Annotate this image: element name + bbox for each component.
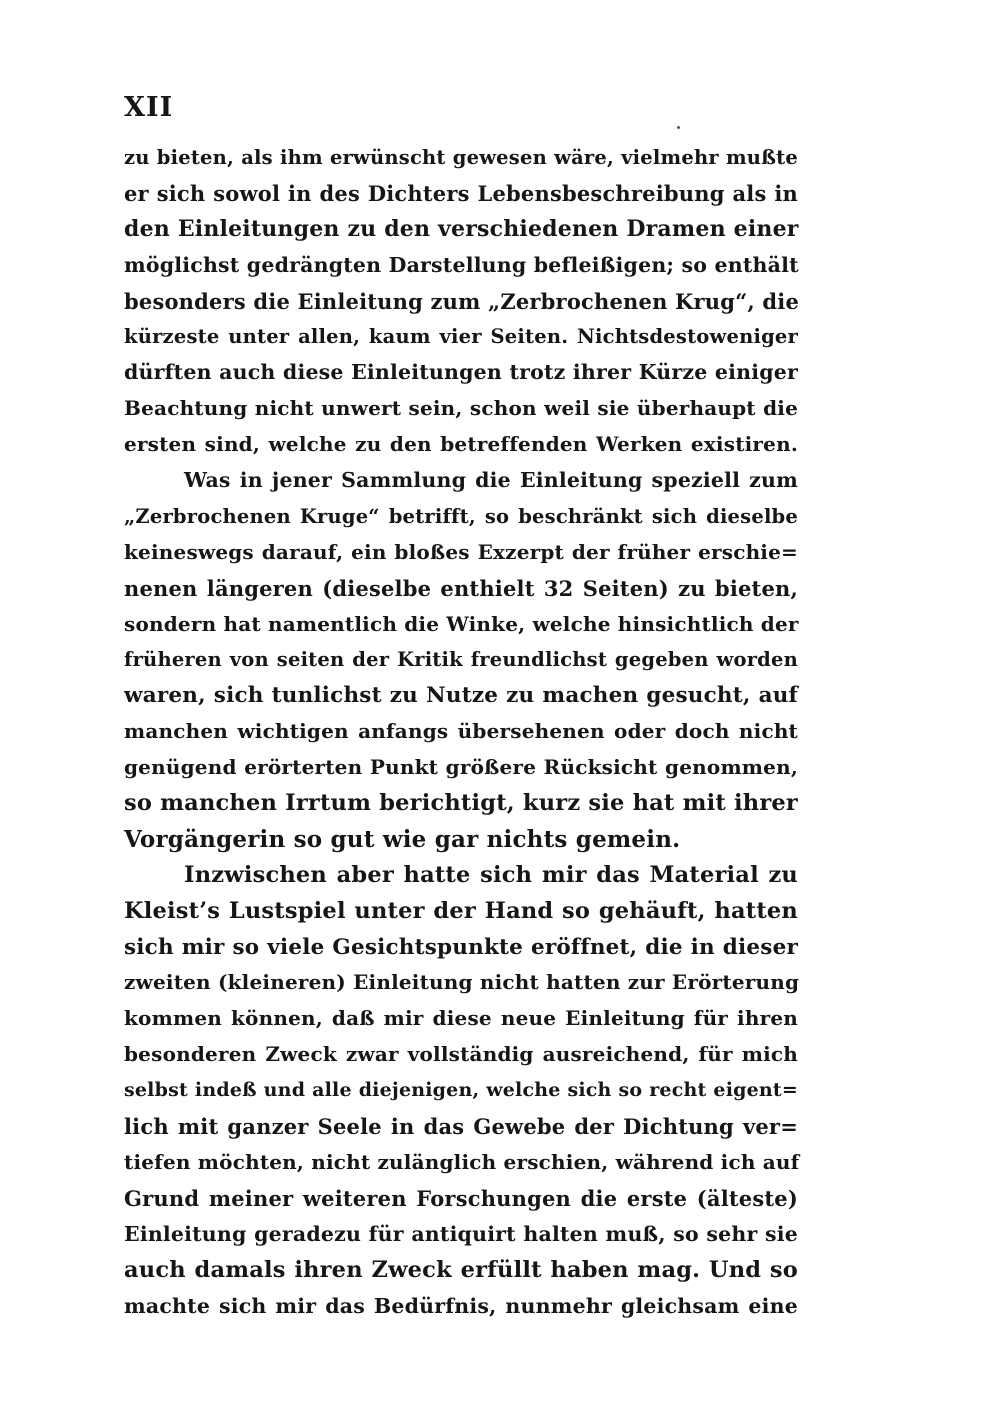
text-line: Was in jener Sammlung die Einleitung speziell zum (184, 468, 798, 493)
page-number: XII (124, 92, 174, 123)
body-text (124, 140, 798, 1324)
text-line: Kleist’s Lustspiel unter der Hand so gehäuft, hatten (124, 897, 798, 924)
text-line: sondern hat namentlich die Winke, welche hinsichtlich der (124, 611, 799, 636)
text-line: „Zerbrochenen Kruge“ betrifft, so beschränkt sich dieselbe (124, 504, 798, 528)
text-line: kürzeste unter allen, kaum vier Seiten. Nichtsdestoweniger (124, 325, 798, 349)
text-line: manchen wichtigen anfangs übersehenen oder doch nicht (124, 719, 798, 744)
print-speck (677, 126, 680, 129)
text-line: Beachtung nicht unwert sein, schon weil sie überhaupt die (124, 396, 798, 421)
text-line: genügend erörterten Punkt größere Rücksicht genommen, (124, 755, 798, 780)
text-line: tiefen möchten, nicht zulänglich erschien, während ich auf (124, 1149, 800, 1174)
text-line: machte sich mir das Bedürfnis, nunmehr gleichsam eine (124, 1293, 798, 1318)
text-line: besonders die Einleitung zum „Zerbrochenen Krug“, die (124, 288, 800, 314)
text-line: dürften auch diese Einleitungen trotz ihrer Kürze einiger (124, 360, 798, 385)
text-line: er sich sowol in des Dichters Lebensbeschreibung als in (124, 180, 798, 206)
text-line: Einleitung geradezu für antiquirt halten muß, so sehr sie (124, 1221, 798, 1246)
text-line: früheren von seiten der Kritik freundlichst gegeben worden (124, 648, 798, 672)
text-line: Inzwischen aber hatte sich mir das Material zu (184, 861, 798, 888)
text-line: waren, sich tunlichst zu Nutze zu machen gesucht, auf (124, 683, 798, 709)
text-line: besonderen Zweck zwar vollständig ausreichend, für mich (124, 1042, 798, 1067)
text-line: keineswegs darauf, ein bloßes Exzerpt der früher erschie= (124, 539, 798, 564)
text-line: kommen können, daß mir diese neue Einleitung für ihren (124, 1006, 798, 1031)
text-line: den Einleitungen zu den verschiedenen Dramen einer (124, 215, 799, 242)
text-line: auch damals ihren Zweck erfüllt haben mag. Und so (124, 1256, 798, 1283)
text-line: selbst indeß und alle diejenigen, welche sich so recht eigent= (124, 1079, 798, 1102)
text-line: ersten sind, welche zu den betreffenden Werken existiren. (124, 432, 798, 457)
text-line: Grund meiner weiteren Forschungen die erste (älteste) (124, 1185, 798, 1211)
text-line: Vorgängerin so gut wie gar nichts gemein. (124, 825, 681, 853)
text-line: möglichst gedrängten Darstellung befleißigen; so enthält (124, 252, 799, 277)
text-line: zweiten (kleineren) Einleitung nicht hatten zur Erörterung (124, 970, 800, 995)
text-line: so manchen Irrtum berichtigt, kurz sie hat mit ihrer (124, 790, 798, 817)
text-line: zu bieten, als ihm erwünscht gewesen wäre, vielmehr mußte (124, 146, 798, 169)
text-line: sich mir so viele Gesichtspunkte eröffnet, die in dieser (124, 934, 798, 960)
text-line: lich mit ganzer Seele in das Gewebe der Dichtung ver= (124, 1114, 798, 1140)
text-line: nenen längeren (dieselbe enthielt 32 Seiten) zu bieten, (124, 575, 798, 601)
